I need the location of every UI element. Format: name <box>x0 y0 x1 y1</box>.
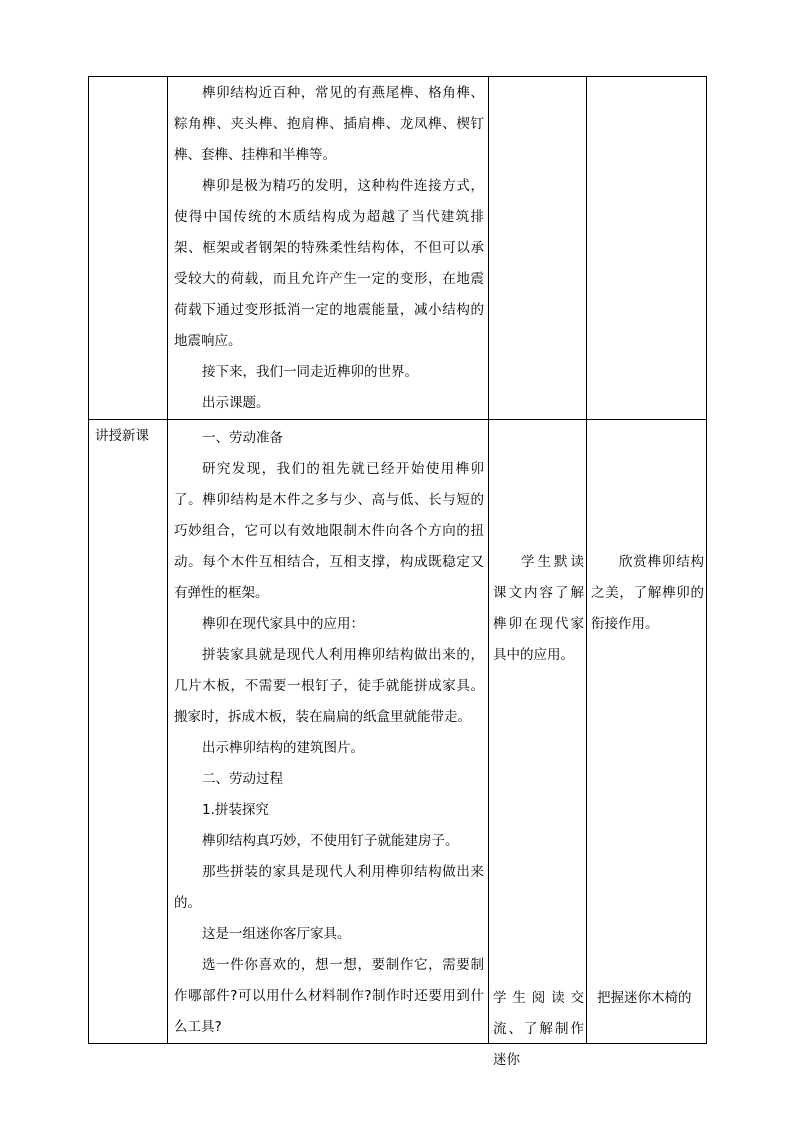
sub-heading: 1.拼装探究 <box>202 802 269 818</box>
design-intent: 把握迷你木椅的 <box>597 990 692 1006</box>
stage-label: 讲授新课 <box>95 428 149 444</box>
paragraph: 榫卯结构真巧妙，不使用钉子就能建房子。 <box>202 833 459 849</box>
student-activity: 学生默读课文内容了解榫卯在现代家具中的应用。 <box>493 554 584 663</box>
paragraph: 榫卯是极为精巧的发明，这种构件连接方式，使得中国传统的木质结构成为超越了当代建筑排架、框架或者钢架的特殊柔性结构体，不但可以承受较大的荷载，而且允许产生一定的变形，在地震荷载下通过变形抵消一定的地震能量，减小结构的地震响应。 <box>174 178 484 349</box>
paragraph: 拼装家具就是现代人利用榫卯结构做出来的，几片木板，不需要一根钉子，徒手就能拼成家具。搬家时，拆成木板，装在扁扁的纸盒里就能带走。 <box>174 647 484 725</box>
paragraph: 研究发现，我们的祖先就已经开始使用榫卯了。榫卯结构是木件之多与少、高与低、长与短的巧妙组合，它可以有效地限制木件向各个方向的扭动。每个木件互相结合，互相支撑，构成既稳定又有弹性的框架。 <box>174 461 484 601</box>
design-intent-cell <box>587 420 707 1044</box>
paragraph: 选一件你喜欢的，想一想，要制作它，需要制作哪部件?可以用什么材料制作?制作时还要用到什么工具? <box>174 957 484 1035</box>
paragraph: 那些拼装的家具是现代人利用榫卯结构做出来的。 <box>174 864 484 911</box>
lesson-plan-table <box>88 76 707 1068</box>
design-intent: 欣赏榫卯结构之美，了解榫卯的衔接作用。 <box>591 554 704 632</box>
stage-label-cell <box>89 77 168 420</box>
teacher-activity-cell <box>168 77 489 420</box>
table-row <box>89 77 707 420</box>
student-activity-cell <box>489 77 587 420</box>
design-intent-cell <box>587 77 707 420</box>
paragraph: 榫卯结构近百种，常见的有燕尾榫、格角榫、粽角榫、夹头榫、抱肩榫、插肩榫、龙凤榫、楔钉榫、套榫、挂榫和半榫等。 <box>174 85 484 163</box>
student-activity: 学生阅读交流、了解制作迷你 <box>493 990 584 1068</box>
paragraph: 接下来，我们一同走近榫卯的世界。 <box>202 364 418 380</box>
stage-label-cell <box>89 420 168 1044</box>
paragraph: 出示榫卯结构的建筑图片。 <box>202 740 364 756</box>
section-heading: 一、劳动准备 <box>202 430 283 446</box>
section-heading: 二、劳动过程 <box>202 771 283 787</box>
teacher-activity-cell <box>168 420 489 1044</box>
paragraph: 榫卯在现代家具中的应用： <box>202 616 364 632</box>
student-activity-cell <box>489 420 587 1068</box>
paragraph: 这是一组迷你客厅家具。 <box>202 926 351 942</box>
paragraph: 出示课题。 <box>202 395 270 411</box>
table-row <box>89 420 707 1044</box>
